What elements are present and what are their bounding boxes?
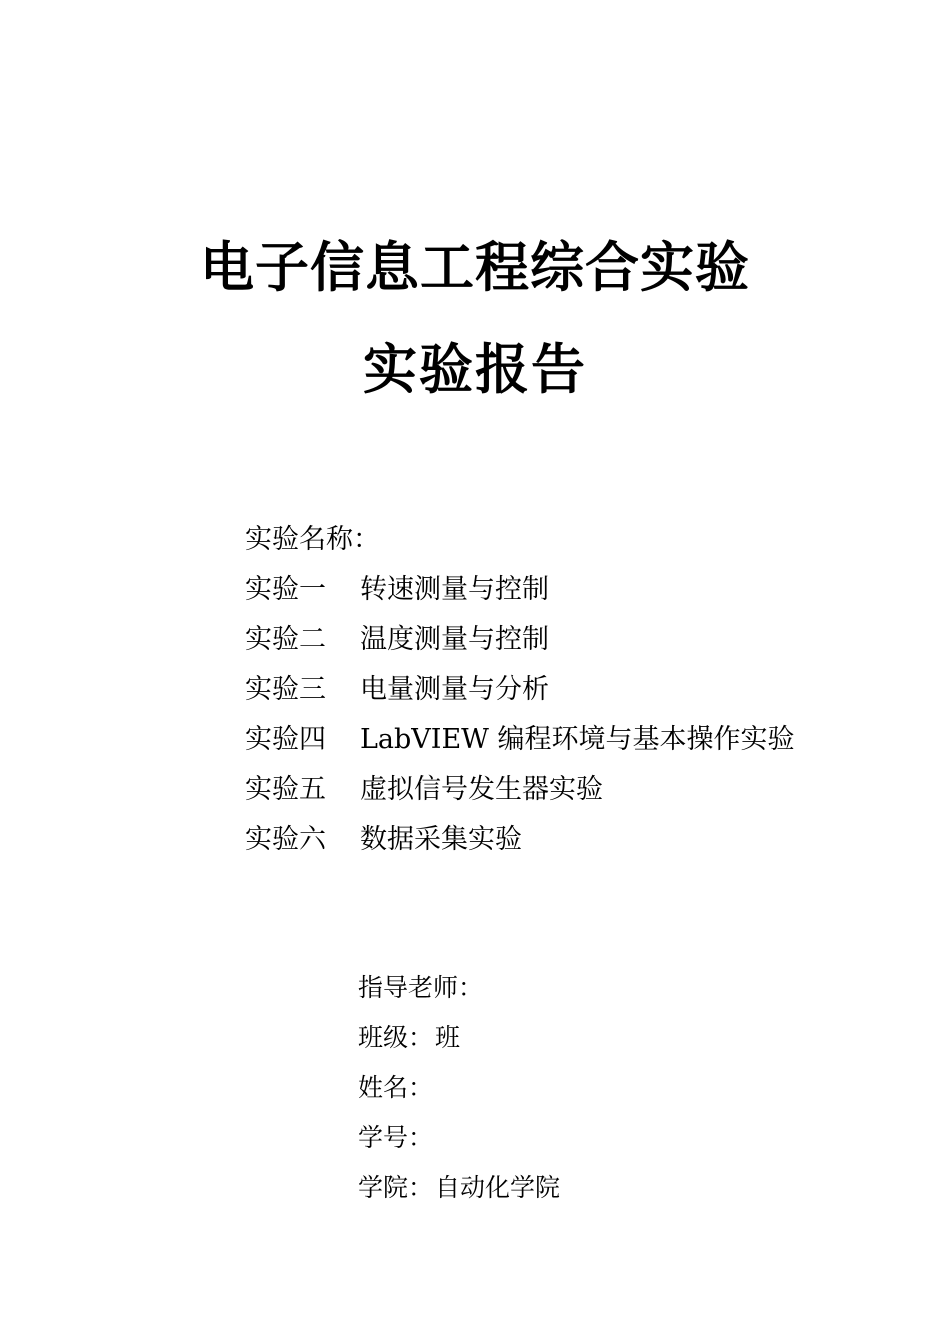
experiment-list xyxy=(245,518,795,868)
school-value: 自动化学院 xyxy=(435,1173,561,1202)
experiment-name: 虚拟信号发生器实验 xyxy=(360,774,603,805)
school-row xyxy=(358,1168,560,1218)
experiment-name: 转速测量与控制 xyxy=(360,574,549,605)
experiment-item xyxy=(245,668,795,718)
class-label: 班级： xyxy=(358,1023,434,1052)
experiment-name: 电量测量与分析 xyxy=(360,674,549,705)
experiment-item xyxy=(245,818,795,868)
instructor-row xyxy=(358,968,560,1018)
experiment-item xyxy=(245,718,795,768)
experiment-number: 实验六 xyxy=(245,824,326,855)
report-subtitle: 实验报告 xyxy=(363,338,587,401)
experiment-number: 实验三 xyxy=(245,674,326,705)
class-value: 班 xyxy=(435,1023,461,1052)
report-title: 电子信息工程综合实验 xyxy=(200,236,750,299)
experiment-number: 实验一 xyxy=(245,574,326,605)
student-info xyxy=(358,968,560,1218)
experiment-name: 数据采集实验 xyxy=(360,824,522,855)
student-id-label: 学号： xyxy=(358,1123,434,1152)
experiment-number: 实验五 xyxy=(245,774,326,805)
experiment-item xyxy=(245,618,795,668)
experiment-list-heading: 实验名称： xyxy=(245,524,380,555)
experiment-number: 实验四 xyxy=(245,724,326,755)
experiment-number: 实验二 xyxy=(245,624,326,655)
name-row xyxy=(358,1068,560,1118)
experiment-item xyxy=(245,768,795,818)
experiment-name: 温度测量与控制 xyxy=(360,624,549,655)
experiment-item xyxy=(245,568,795,618)
school-label: 学院： xyxy=(358,1173,434,1202)
experiment-name: LabVIEW 编程环境与基本操作实验 xyxy=(360,724,795,755)
instructor-label: 指导老师： xyxy=(358,973,484,1002)
student-id-row xyxy=(358,1118,560,1168)
name-label: 姓名： xyxy=(358,1073,434,1102)
class-row xyxy=(358,1018,560,1068)
